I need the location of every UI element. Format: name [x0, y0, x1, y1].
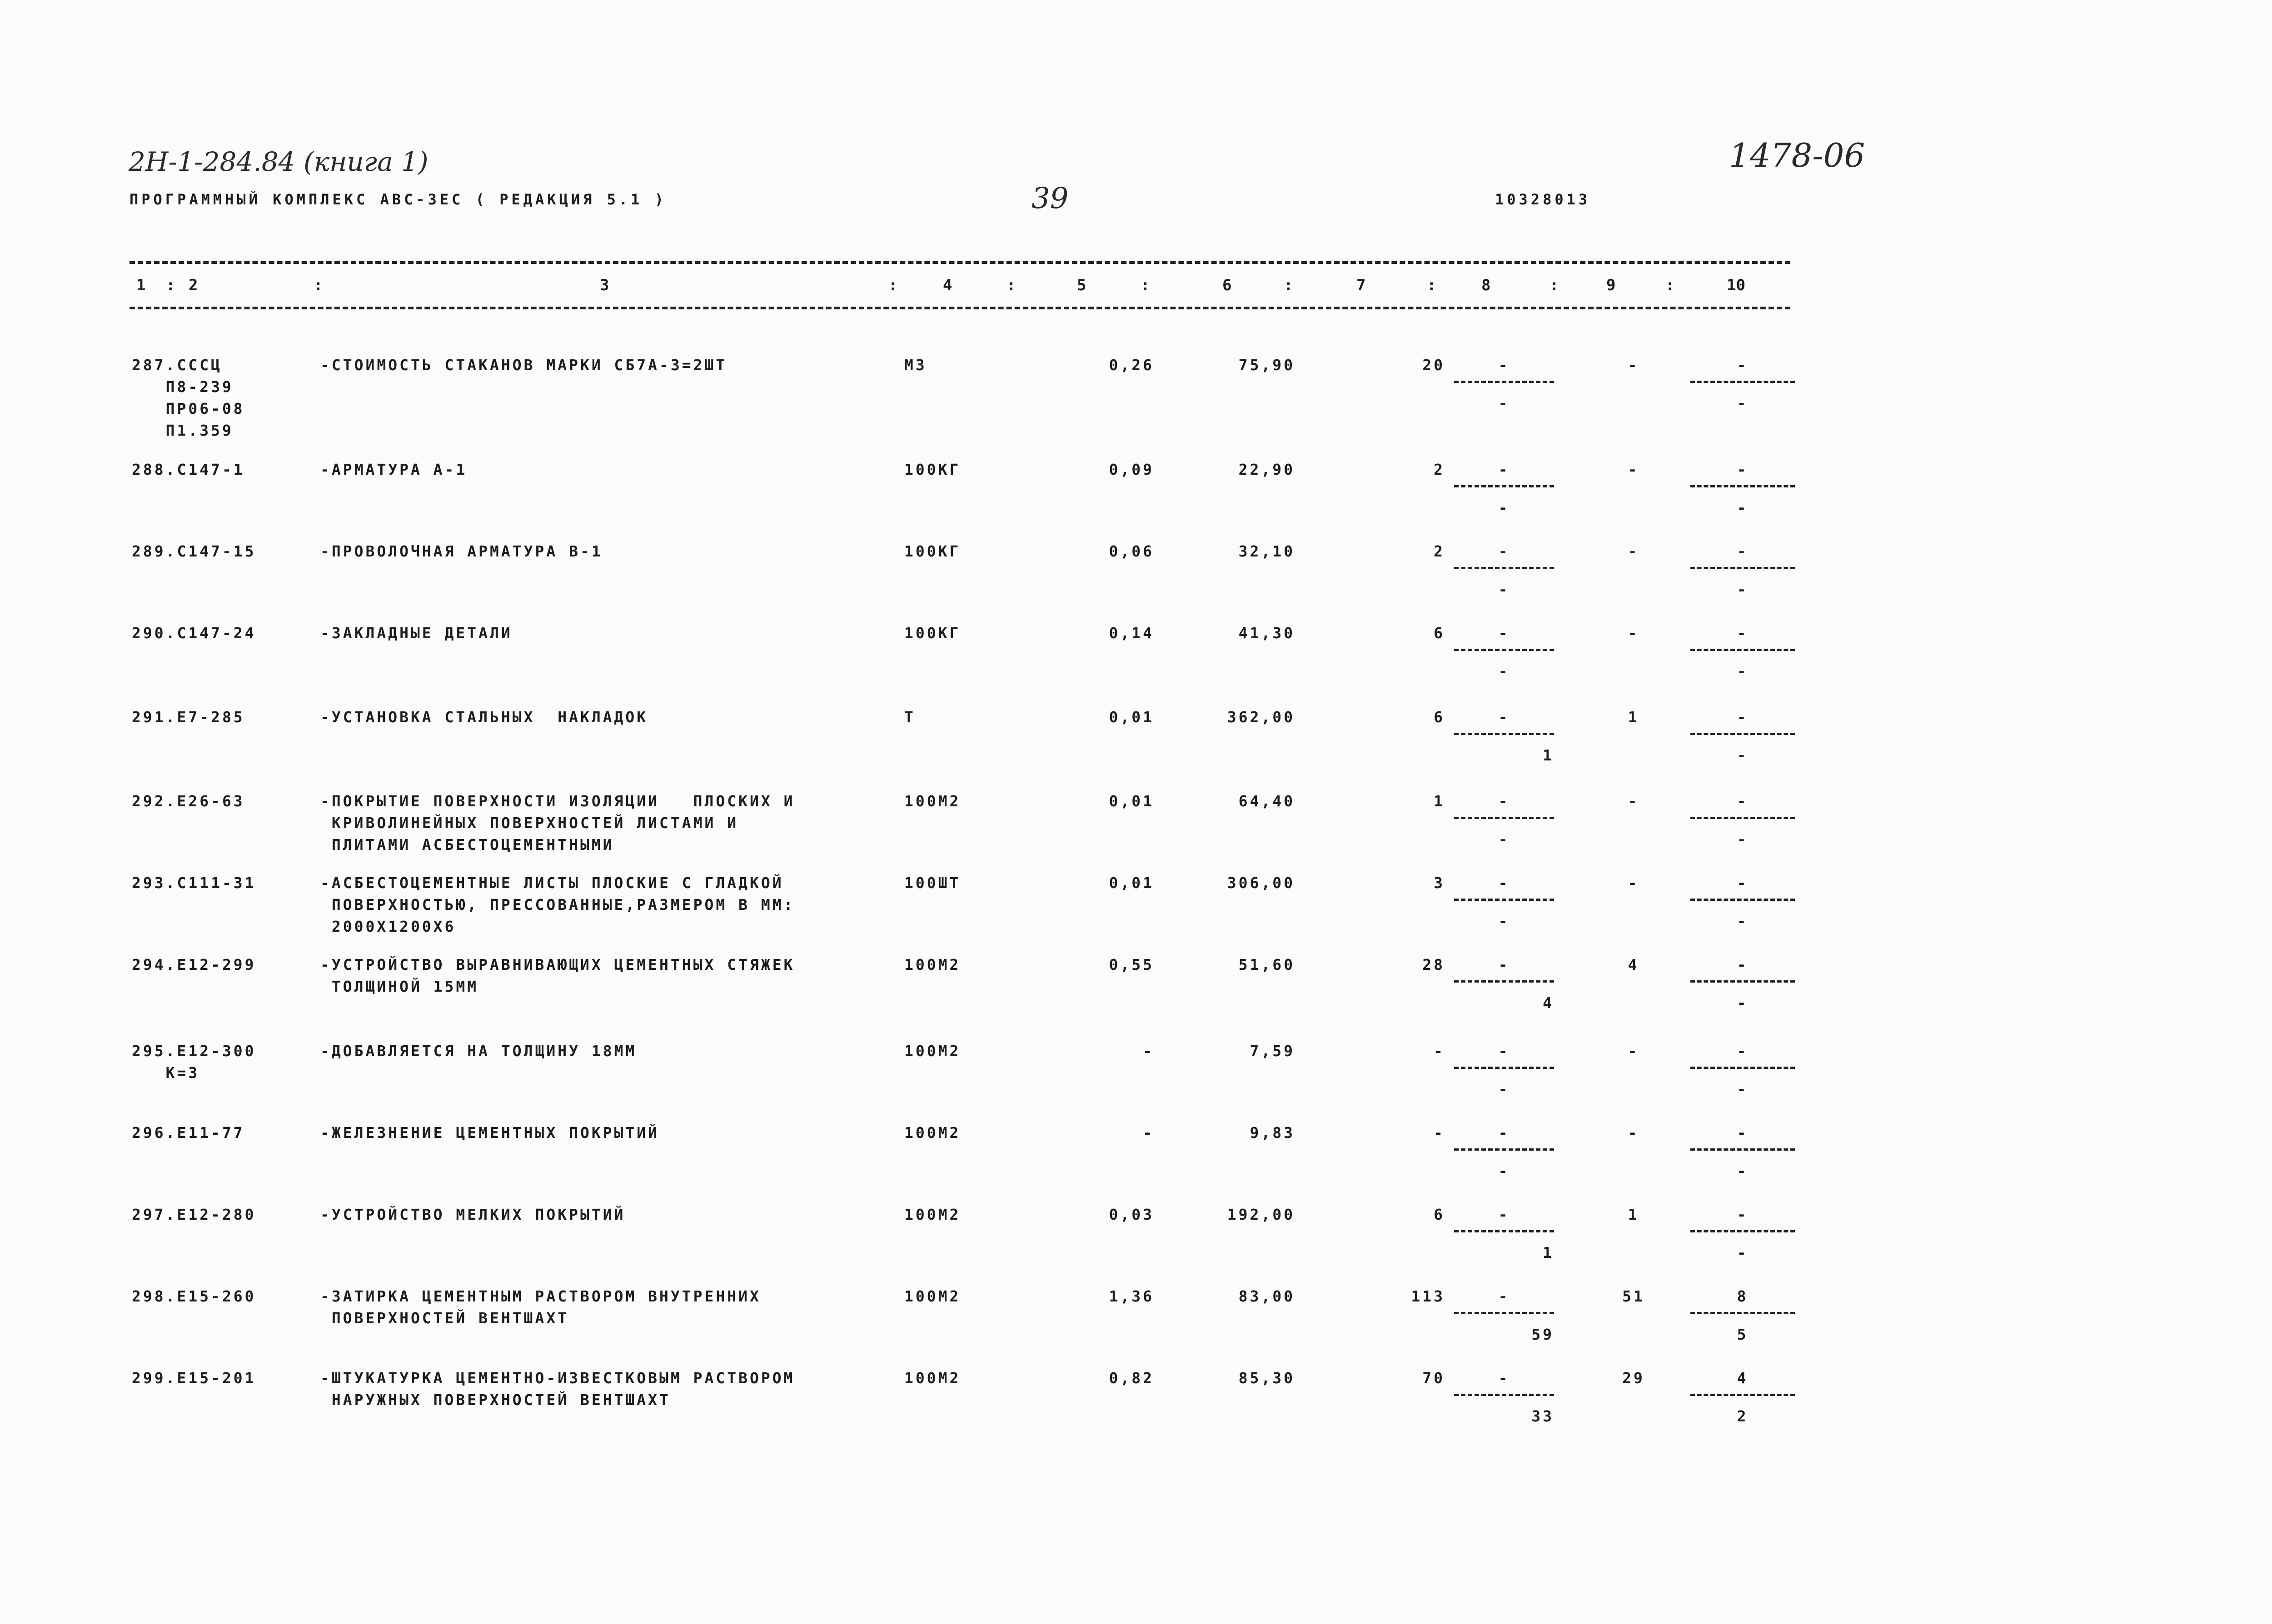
item-total-cost: 70: [1422, 1369, 1445, 1387]
cell-divider-rule: [1454, 1148, 1554, 1151]
item-unit: 100М2: [904, 1042, 961, 1060]
item-quantity: 0,09: [1109, 461, 1154, 478]
item-unit-price: 41,30: [1238, 624, 1295, 642]
column-separator: :: [1141, 276, 1150, 294]
item-unit: М3: [904, 356, 927, 374]
item-unit: 100М2: [904, 956, 961, 973]
item-operator-wages: -: [1737, 1124, 1749, 1142]
cell-divider-rule: [1454, 1067, 1554, 1069]
item-code: 288.С147-1: [132, 461, 245, 478]
item-wages-sub: 4: [1543, 994, 1554, 1012]
item-operator-wages: -: [1737, 708, 1749, 726]
column-number-3: 3: [600, 276, 609, 294]
column-number-7: 7: [1356, 276, 1366, 294]
item-unit-price: 7,59: [1250, 1042, 1295, 1060]
item-operator-wages: -: [1737, 1206, 1749, 1223]
item-wages: -: [1498, 1042, 1510, 1060]
item-operator-wages: -: [1737, 624, 1749, 642]
item-code: 293.С111-31: [132, 874, 256, 892]
item-total-cost: 6: [1434, 624, 1445, 642]
item-description: -АРМАТУРА А-1: [320, 461, 468, 478]
cell-divider-rule: [1454, 733, 1554, 735]
item-machines: -: [1628, 1042, 1639, 1060]
cell-divider-rule: [1454, 1394, 1554, 1396]
item-unit-price: 306,00: [1227, 874, 1295, 892]
column-number-1: 1: [136, 276, 146, 294]
cell-divider-rule: [1690, 1394, 1795, 1396]
item-operator-wages-sub: -: [1737, 1080, 1749, 1098]
item-machines: -: [1628, 542, 1639, 560]
item-wages-sub: 33: [1531, 1407, 1554, 1425]
item-description: -АСБЕСТОЦЕМЕНТНЫЕ ЛИСТЫ ПЛОСКИЕ С ГЛАДКОЙ ПОВЕРХНОСТЬЮ, ПРЕССОВАННЫЕ,РАЗМЕРОМ В ММ: 2000Х1200Х6: [320, 874, 795, 935]
column-number-5: 5: [1077, 276, 1086, 294]
cell-divider-rule: [1454, 980, 1554, 983]
item-wages: -: [1498, 1206, 1510, 1223]
item-unit-price: 75,90: [1238, 356, 1295, 374]
item-wages-sub: -: [1498, 1162, 1510, 1180]
item-machines: 1: [1628, 708, 1639, 726]
column-separator: :: [1006, 276, 1016, 294]
item-operator-wages-sub: -: [1737, 912, 1749, 930]
item-quantity: 0,55: [1109, 956, 1154, 973]
column-separator: :: [1550, 276, 1559, 294]
item-operator-wages: 4: [1737, 1369, 1749, 1387]
item-code: 292.Е26-63: [132, 792, 245, 810]
item-description: -УСТРОЙСТВО МЕЛКИХ ПОКРЫТИЙ: [320, 1206, 626, 1223]
table-header-rule: [130, 307, 1790, 309]
item-quantity: 0,01: [1109, 708, 1154, 726]
cell-divider-rule: [1454, 567, 1554, 569]
item-machines: 4: [1628, 956, 1639, 973]
item-unit-price: 192,00: [1227, 1206, 1295, 1223]
column-number-10: 10: [1727, 276, 1745, 294]
item-code: 298.Е15-260: [132, 1287, 256, 1305]
item-quantity: 0,01: [1109, 874, 1154, 892]
item-description: -ЖЕЛЕЗНЕНИЕ ЦЕМЕНТНЫХ ПОКРЫТИЙ: [320, 1124, 660, 1142]
cell-divider-rule: [1690, 649, 1795, 651]
item-operator-wages-sub: -: [1737, 394, 1749, 412]
item-operator-wages-sub: -: [1737, 994, 1749, 1012]
item-operator-wages: -: [1737, 356, 1749, 374]
column-separator: :: [166, 276, 175, 294]
item-code: 299.Е15-201: [132, 1369, 256, 1387]
cell-divider-rule: [1690, 733, 1795, 735]
item-operator-wages: -: [1737, 956, 1749, 973]
page-number: 39: [1031, 182, 1069, 215]
item-operator-wages: -: [1737, 461, 1749, 478]
cell-divider-rule: [1454, 649, 1554, 651]
cell-divider-rule: [1690, 817, 1795, 819]
item-wages: -: [1498, 1369, 1510, 1387]
column-separator: :: [1427, 276, 1436, 294]
item-unit-price: 362,00: [1227, 708, 1295, 726]
item-quantity: 0,82: [1109, 1369, 1154, 1387]
item-operator-wages-sub: 5: [1737, 1326, 1749, 1343]
item-machines: 29: [1622, 1369, 1645, 1387]
item-wages-sub: 59: [1531, 1326, 1554, 1343]
item-total-cost: 28: [1422, 956, 1445, 973]
item-machines: -: [1628, 356, 1639, 374]
item-quantity: 1,36: [1109, 1287, 1154, 1305]
item-wages: -: [1498, 956, 1510, 973]
cell-divider-rule: [1690, 1067, 1795, 1069]
item-code: 297.Е12-280: [132, 1206, 256, 1223]
cell-divider-rule: [1690, 980, 1795, 983]
item-wages: -: [1498, 1287, 1510, 1305]
item-operator-wages-sub: -: [1737, 1162, 1749, 1180]
item-unit: 100М2: [904, 1206, 961, 1223]
item-machines: -: [1628, 461, 1639, 478]
cell-divider-rule: [1690, 567, 1795, 569]
item-unit-price: 51,60: [1238, 956, 1295, 973]
item-code: 294.Е12-299: [132, 956, 256, 973]
item-wages: -: [1498, 461, 1510, 478]
item-description: -ЗАКЛАДНЫЕ ДЕТАЛИ: [320, 624, 513, 642]
cell-divider-rule: [1690, 1312, 1795, 1314]
item-quantity: 0,14: [1109, 624, 1154, 642]
handwritten-reference: 2Н-1-284.84 (книга 1): [129, 146, 428, 177]
column-number-2: 2: [189, 276, 198, 294]
item-quantity: -: [1143, 1124, 1154, 1142]
item-wages-sub: -: [1498, 1080, 1510, 1098]
item-quantity: -: [1143, 1042, 1154, 1060]
item-operator-wages: -: [1737, 542, 1749, 560]
item-wages: -: [1498, 356, 1510, 374]
item-description: -ДОБАВЛЯЕТСЯ НА ТОЛЩИНУ 18ММ: [320, 1042, 637, 1060]
item-description: -УСТРОЙСТВО ВЫРАВНИВАЮЩИХ ЦЕМЕНТНЫХ СТЯЖЕК ТОЛЩИНОЙ 15ММ: [320, 956, 795, 995]
item-unit: 100М2: [904, 792, 961, 810]
item-machines: -: [1628, 624, 1639, 642]
item-unit: 100М2: [904, 1369, 961, 1387]
program-title: ПРОГРАММНЫЙ КОМПЛЕКС АВС-3ЕС ( РЕДАКЦИЯ 5.1 ): [130, 191, 667, 208]
item-machines: -: [1628, 1124, 1639, 1142]
item-wages: -: [1498, 542, 1510, 560]
item-total-cost: 2: [1434, 542, 1445, 560]
item-quantity: 0,26: [1109, 356, 1154, 374]
item-total-cost: 2: [1434, 461, 1445, 478]
cell-divider-rule: [1690, 1148, 1795, 1151]
item-unit-price: 9,83: [1250, 1124, 1295, 1142]
column-number-9: 9: [1606, 276, 1616, 294]
item-total-cost: -: [1434, 1042, 1445, 1060]
cell-divider-rule: [1690, 1230, 1795, 1232]
item-total-cost: 6: [1434, 1206, 1445, 1223]
cell-divider-rule: [1454, 1312, 1554, 1314]
item-description: -ПОКРЫТИЕ ПОВЕРХНОСТИ ИЗОЛЯЦИИ ПЛОСКИХ И КРИВОЛИНЕЙНЫХ ПОВЕРХНОСТЕЙ ЛИСТАМИ И ПЛИТАМИ АСБЕСТОЦЕМЕНТНЫМИ: [320, 792, 795, 854]
item-wages-sub: -: [1498, 581, 1510, 598]
item-wages-sub: -: [1498, 499, 1510, 517]
item-total-cost: 1: [1434, 792, 1445, 810]
item-description: -УСТАНОВКА СТАЛЬНЫХ НАКЛАДОК: [320, 708, 648, 726]
item-unit: 100КГ: [904, 624, 961, 642]
item-unit: 100М2: [904, 1124, 961, 1142]
column-number-6: 6: [1222, 276, 1232, 294]
item-wages-sub: -: [1498, 830, 1510, 848]
item-wages: -: [1498, 792, 1510, 810]
item-total-cost: 6: [1434, 708, 1445, 726]
item-operator-wages: -: [1737, 1042, 1749, 1060]
item-unit: 100ШТ: [904, 874, 961, 892]
item-unit: 100М2: [904, 1287, 961, 1305]
item-operator-wages-sub: -: [1737, 830, 1749, 848]
item-code: 290.С147-24: [132, 624, 256, 642]
item-wages: -: [1498, 624, 1510, 642]
item-quantity: 0,03: [1109, 1206, 1154, 1223]
item-quantity: 0,06: [1109, 542, 1154, 560]
cell-divider-rule: [1454, 381, 1554, 383]
item-operator-wages: -: [1737, 874, 1749, 892]
cell-divider-rule: [1454, 817, 1554, 819]
column-separator: :: [1284, 276, 1293, 294]
item-wages: -: [1498, 874, 1510, 892]
item-code: 291.Е7-285: [132, 708, 245, 726]
column-number-4: 4: [943, 276, 952, 294]
handwritten-archive-number: 1478-06: [1729, 136, 1865, 174]
item-wages-sub: -: [1498, 662, 1510, 680]
item-unit-price: 83,00: [1238, 1287, 1295, 1305]
item-operator-wages-sub: -: [1737, 1244, 1749, 1261]
item-code: 289.С147-15: [132, 542, 256, 560]
item-wages: -: [1498, 1124, 1510, 1142]
item-operator-wages: -: [1737, 792, 1749, 810]
item-wages-sub: 1: [1543, 746, 1554, 764]
item-unit-price: 85,30: [1238, 1369, 1295, 1387]
item-machines: 1: [1628, 1206, 1639, 1223]
item-operator-wages-sub: -: [1737, 662, 1749, 680]
column-separator: :: [1665, 276, 1675, 294]
item-unit-price: 64,40: [1238, 792, 1295, 810]
cell-divider-rule: [1454, 899, 1554, 901]
item-quantity: 0,01: [1109, 792, 1154, 810]
item-operator-wages-sub: -: [1737, 499, 1749, 517]
item-wages: -: [1498, 708, 1510, 726]
item-machines: 51: [1622, 1287, 1645, 1305]
item-unit: 100КГ: [904, 542, 961, 560]
item-total-cost: 20: [1422, 356, 1445, 374]
cell-divider-rule: [1454, 1230, 1554, 1232]
cell-divider-rule: [1690, 899, 1795, 901]
item-wages-sub: 1: [1543, 1244, 1554, 1261]
column-separator: :: [888, 276, 898, 294]
item-total-cost: -: [1434, 1124, 1445, 1142]
item-description: -ШТУКАТУРКА ЦЕМЕНТНО-ИЗВЕСТКОВЫМ РАСТВОРОМ НАРУЖНЫХ ПОВЕРХНОСТЕЙ ВЕНТШАХТ: [320, 1369, 795, 1409]
item-unit-price: 22,90: [1238, 461, 1295, 478]
column-number-8: 8: [1481, 276, 1491, 294]
item-description: -СТОИМОСТЬ СТАКАНОВ МАРКИ СБ7А-3=2ШТ: [320, 356, 727, 374]
item-unit: Т: [904, 708, 916, 726]
item-code: 296.Е11-77: [132, 1124, 245, 1142]
cell-divider-rule: [1454, 485, 1554, 487]
item-operator-wages-sub: -: [1737, 581, 1749, 598]
item-code: 295.Е12-300 К=3: [132, 1042, 256, 1082]
item-wages-sub: -: [1498, 394, 1510, 412]
cell-divider-rule: [1690, 485, 1795, 487]
column-separator: :: [314, 276, 323, 294]
item-unit: 100КГ: [904, 461, 961, 478]
item-description: -ПРОВОЛОЧНАЯ АРМАТУРА В-1: [320, 542, 603, 560]
item-total-cost: 3: [1434, 874, 1445, 892]
item-machines: -: [1628, 792, 1639, 810]
cell-divider-rule: [1690, 381, 1795, 383]
item-unit-price: 32,10: [1238, 542, 1295, 560]
item-operator-wages: 8: [1737, 1287, 1749, 1305]
item-operator-wages-sub: 2: [1737, 1407, 1749, 1425]
item-operator-wages-sub: -: [1737, 746, 1749, 764]
item-machines: -: [1628, 874, 1639, 892]
document-code: 10328013: [1495, 191, 1591, 208]
item-wages-sub: -: [1498, 912, 1510, 930]
table-top-rule: [130, 261, 1790, 264]
item-description: -ЗАТИРКА ЦЕМЕНТНЫМ РАСТВОРОМ ВНУТРЕННИХ ПОВЕРХНОСТЕЙ ВЕНТШАХТ: [320, 1287, 761, 1327]
item-code: 287.СССЦ П8-239 ПР06-08 П1.359: [132, 356, 245, 439]
item-total-cost: 113: [1411, 1287, 1445, 1305]
